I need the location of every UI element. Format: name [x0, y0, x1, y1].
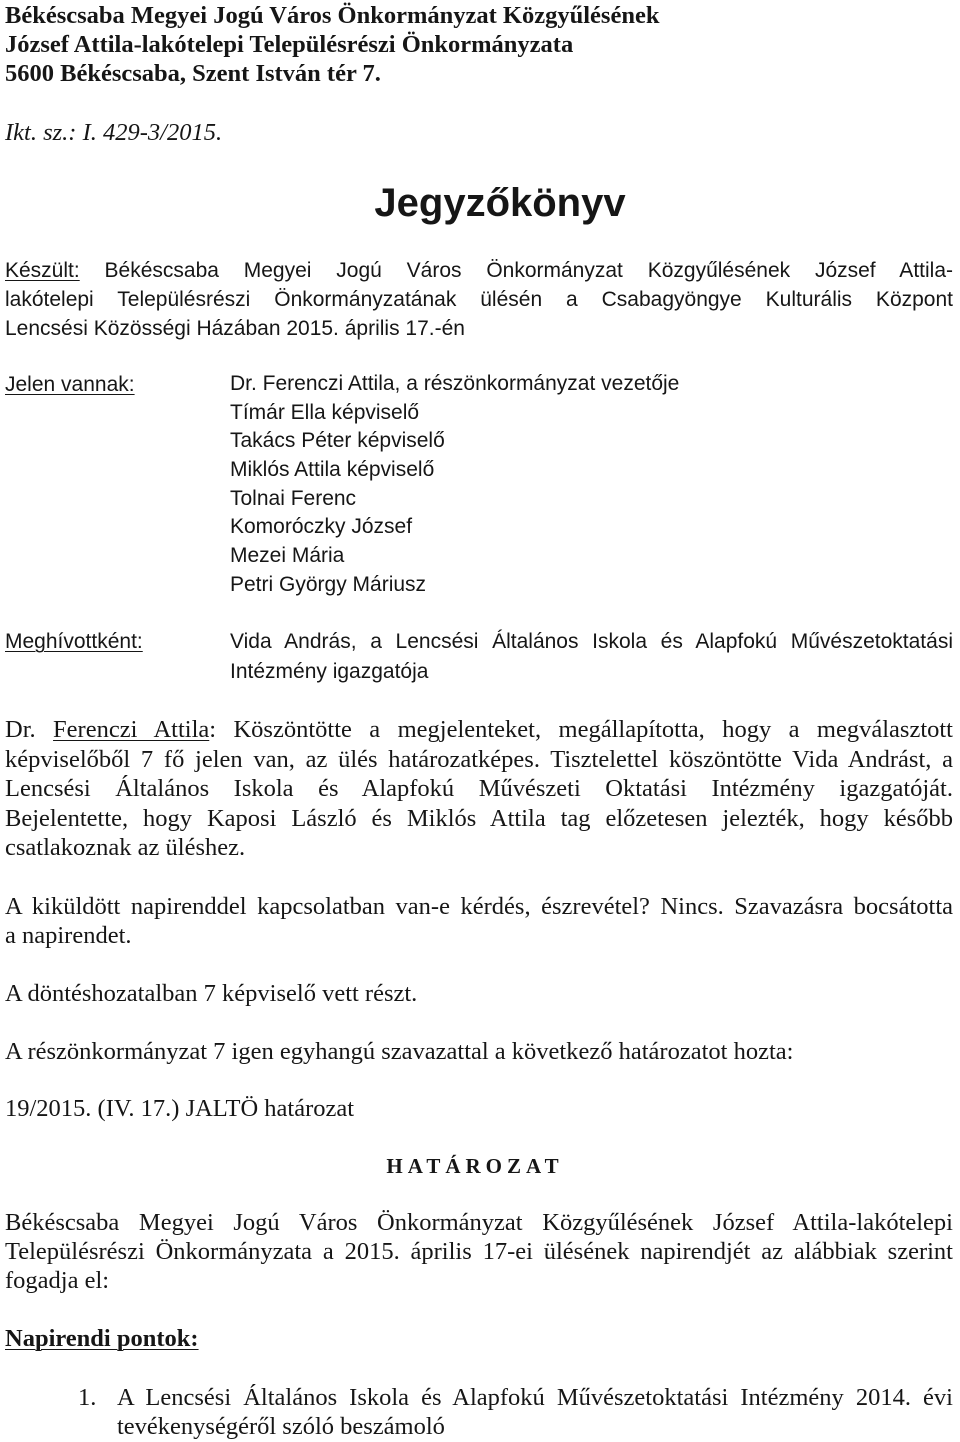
opening-line-1: [5, 715, 953, 745]
resolution-line-2: Településrészi Önkormányzata a 2015. április 17-ei ülésének napirendjét az alábbiak szerint: [5, 1238, 953, 1265]
invited-guest: [230, 627, 953, 686]
letterhead-line-2: József Attila-lakótelepi Településrészi Önkormányzata: [5, 31, 574, 58]
present-member: Mezei Mária: [230, 544, 345, 568]
file-number: Ikt. sz.: I. 429-3/2015.: [5, 119, 223, 146]
agenda-heading: [5, 1324, 953, 1353]
resolution-heading: HATÁROZAT: [386, 1154, 564, 1178]
letterhead-line-1: Békéscsaba Megyei Jogú Város Önkormányzat Közgyűlésének: [5, 2, 660, 29]
resolution-line-3: fogadja el:: [5, 1267, 110, 1294]
present-member: Tímár Ella képviselő: [230, 400, 420, 424]
present-member: Miklós Attila képviselő: [230, 458, 435, 482]
letterhead-address: 5600 Békéscsaba, Szent István tér 7.: [5, 60, 381, 87]
document-title: Jegyzőkönyv: [374, 181, 626, 225]
agenda-item-number: 1.: [78, 1384, 97, 1411]
agenda-question-line-1: A kiküldött napirenddel kapcsolatban van-e kérdés, észrevétel? Nincs. Szavazásra bocsátotta: [5, 893, 953, 920]
present-member: Komoróczky József: [230, 515, 413, 539]
speaker-title: Dr.: [5, 716, 36, 743]
invited-label: Meghívottként:: [5, 630, 143, 653]
present-member: Dr. Ferenczi Attila, a részönkormányzat vezetője: [230, 372, 680, 395]
opening-paragraph: [5, 715, 953, 863]
agenda-item: [117, 1383, 953, 1441]
present-member: Takács Péter képviselő: [230, 429, 445, 453]
present-members-list: [230, 370, 953, 600]
prepared-line-3: Lencsési Közösségi Házában 2015. április 17.-én: [5, 317, 465, 340]
agenda-item-line-1: A Lencsési Általános Iskola és Alapfokú Művészetoktatási Intézmény 2014. évi: [117, 1384, 953, 1411]
resolution-number: 19/2015. (IV. 17.) JALTÖ határozat: [5, 1095, 355, 1122]
invited-line-2: Intézmény igazgatója: [230, 659, 429, 683]
opening-line-5: csatlakoznak az üléshez.: [5, 834, 246, 861]
opening-line-4: Bejelentette, hogy Kaposi László és Miklós Attila tag előzetesen jelezték, hogy később: [5, 804, 953, 832]
speaker-name: Ferenczi Attila: [53, 716, 210, 743]
vote-note: A részönkormányzat 7 igen egyhangú szavazattal a következő határozatot hozta:: [5, 1038, 794, 1065]
present-label: Jelen vannak:: [5, 373, 135, 396]
resolution-paragraph: [5, 1208, 953, 1295]
agenda-question-paragraph: [5, 892, 953, 950]
opening-text-1: : Köszöntötte a megjelenteket, megállapította, hogy a megválasztott: [209, 716, 953, 743]
prepared-line-1: [5, 256, 953, 285]
letterhead: [5, 1, 953, 88]
opening-line-2: képviselőből 7 fő jelen van, az ülés határozatképes. Tisztelettel köszöntötte Vida Andrást, a: [5, 745, 953, 773]
attendance-note: A döntéshozatalban 7 képviselő vett részt.: [5, 980, 418, 1007]
prepared-text-1: Békéscsaba Megyei Jogú Város Önkormányzat Közgyűlésének József Attila-: [104, 259, 953, 282]
agenda-question-line-2: a napirendet.: [5, 922, 132, 949]
invited-line-1: Vida András, a Lencsési Általános Iskola és Alapfokú Művészetoktatási: [230, 630, 953, 653]
present-member: Tolnai Ferenc: [230, 486, 357, 510]
prepared-label: Készült:: [5, 259, 80, 282]
agenda-heading-text: Napirendi pontok:: [5, 1325, 199, 1352]
prepared-paragraph: [5, 256, 953, 343]
resolution-line-1: Békéscsaba Megyei Jogú Város Önkormányzat Közgyűlésének József Attila-lakótelepi: [5, 1209, 953, 1236]
agenda-item-line-2: tevékenységéről szóló beszámoló: [117, 1413, 445, 1440]
opening-line-3: Lencsési Általános Iskola és Alapfokú Művészeti Oktatási Intézmény igazgatóját.: [5, 775, 953, 802]
prepared-line-2: lakótelepi Településrészi Önkormányzatának ülésén a Csabagyöngye Kulturális Központ: [5, 288, 953, 311]
present-member: Petri György Máriusz: [230, 572, 427, 596]
